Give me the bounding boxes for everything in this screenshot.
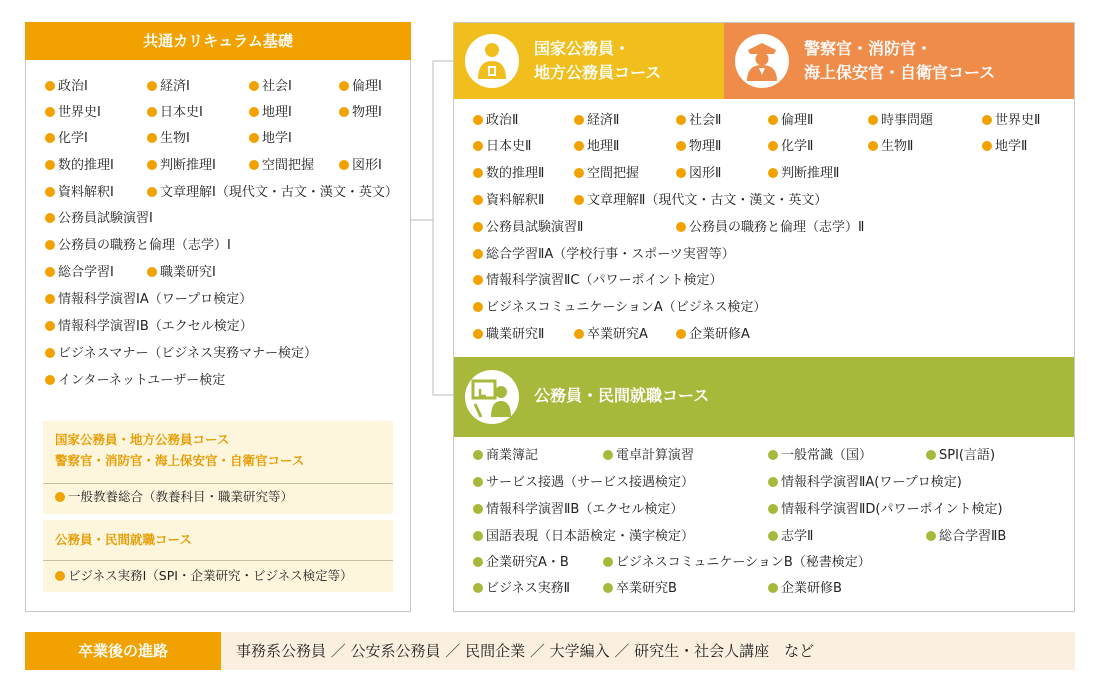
list-item: 空間把握 [574,166,639,182]
list-item: 資料解釈Ⅰ [45,185,114,201]
list-item: 判断推理Ⅰ [147,158,216,174]
note-public-police [43,421,393,514]
list-item: 政治Ⅰ [45,79,88,95]
bullet-icon [249,133,259,143]
bullet-icon [45,321,55,331]
bullet-icon [45,133,55,143]
bullet-icon [55,571,65,581]
bullet-icon [249,160,259,170]
bullet-icon [603,557,613,567]
bullet-icon [768,450,778,460]
bullet-icon [473,168,483,178]
list-item: 化学Ⅱ [768,139,813,155]
list-item: 一般常識（国） [768,448,872,464]
list-item: 企業研修B [768,581,842,597]
bullet-icon [868,115,878,125]
course-private-header [454,357,1074,437]
police-officer-icon [734,33,790,89]
list-item: 公務員試験演習Ⅰ [45,211,153,227]
list-item: 卒業研究B [603,581,677,597]
course-public-header [454,23,724,99]
list-item: ビジネスマナー（ビジネス実務マナー検定） [45,346,317,362]
career-path-label: 卒業後の進路 [77,642,168,660]
bullet-icon [768,168,778,178]
note-private [43,520,393,592]
list-item: 時事問題 [868,113,933,129]
bullet-icon [473,477,483,487]
list-item: SPI(言語) [926,448,995,464]
bullet-icon [339,107,349,117]
list-item: 文章理解Ⅰ（現代文・古文・漢文・英文） [147,185,398,201]
list-item: ビジネスコミュニケーションB（秘書検定） [603,555,871,571]
course-public-title-line2: 地方公務員コース [534,63,662,82]
bullet-icon [768,115,778,125]
career-path-label-box [25,632,221,670]
connector-lines [411,55,453,405]
list-item: 判断推理Ⅱ [768,166,839,182]
list-item: 世界史Ⅰ [45,105,101,121]
public-course-box [453,22,1075,612]
list-item: 数的推理Ⅰ [45,158,114,174]
list-item: サービス接遇（サービス接遇検定） [473,475,694,491]
list-item: 情報科学演習ⅠB（エクセル検定） [45,319,253,335]
list-item: 情報科学演習ⅡB（エクセル検定） [473,502,683,518]
list-item: 企業研究A・B [473,555,569,571]
list-item: 職業研究Ⅱ [473,327,544,343]
bullet-icon [574,141,584,151]
list-item: 図形Ⅱ [676,166,721,182]
list-item: 国語表現（日本語検定・漢字検定） [473,529,694,545]
bullet-icon [768,531,778,541]
bullet-icon [45,107,55,117]
bullet-icon [603,450,613,460]
list-item: 生物Ⅱ [868,139,913,155]
bullet-icon [45,348,55,358]
list-item: 地学Ⅰ [249,131,292,147]
bullet-icon [473,302,483,312]
bullet-icon [676,141,686,151]
list-item: ビジネス実務Ⅰ（SPI・企業研究・ビジネス検定等） [55,568,353,584]
course-police-header [724,23,1074,99]
bullet-icon [676,115,686,125]
list-item: 政治Ⅱ [473,113,518,129]
course-public-title-line1: 国家公務員・ [534,39,631,58]
bullet-icon [147,267,157,277]
list-item: 資料解釈Ⅱ [473,193,544,209]
list-item: 公務員の職務と倫理（志学）Ⅱ [676,220,864,236]
list-item: 総合学習Ⅰ [45,265,114,281]
list-item: 社会Ⅰ [249,79,292,95]
list-item: インターネットユーザー検定 [45,373,225,389]
bullet-icon [45,267,55,277]
bullet-icon [473,249,483,259]
list-item: 物理Ⅰ [339,105,382,121]
bullet-icon [473,195,483,205]
list-item: 商業簿記 [473,448,538,464]
bullet-icon [45,213,55,223]
bullet-icon [473,141,483,151]
bullet-icon [768,477,778,487]
note-heading-private: 公務員・民間就職コース [55,532,192,547]
note-heading-police: 警察官・消防官・海上保安官・自衛官コース [55,453,305,468]
bullet-icon [45,81,55,91]
civil-servant-icon [464,33,520,89]
bullet-icon [147,107,157,117]
bullet-icon [473,329,483,339]
list-item: 地理Ⅱ [574,139,619,155]
bullet-icon [574,168,584,178]
bullet-icon [339,81,349,91]
bullet-icon [147,81,157,91]
bullet-icon [473,557,483,567]
course-private-title: 公務員・民間就職コース [534,386,710,405]
bullet-icon [45,375,55,385]
bullet-icon [45,240,55,250]
list-item: 情報科学演習ⅡA(ワープロ検定) [768,475,962,491]
bullet-icon [45,294,55,304]
course-police-title-line2: 海上保安官・自衛官コース [804,63,996,82]
list-item: 経済Ⅰ [147,79,190,95]
list-item: 世界史Ⅱ [982,113,1040,129]
bullet-icon [473,531,483,541]
bullet-icon [147,160,157,170]
bullet-icon [676,329,686,339]
list-item: 電卓計算演習 [603,448,694,464]
list-item: 生物Ⅰ [147,131,190,147]
list-item: 卒業研究A [574,327,648,343]
bullet-icon [249,107,259,117]
list-item: 空間把握 [249,158,314,174]
bullet-icon [676,222,686,232]
bullet-icon [473,275,483,285]
list-item: 物理Ⅱ [676,139,721,155]
bullet-icon [926,450,936,460]
list-item: 文章理解Ⅱ（現代文・古文・漢文・英文） [574,193,827,209]
bullet-icon [45,187,55,197]
note-heading-public: 国家公務員・地方公務員コース [55,432,230,447]
bullet-icon [982,141,992,151]
list-item: 地理Ⅰ [249,105,292,121]
list-item: 一般教養総合（教養科目・職業研究等） [55,489,293,505]
list-item: 職業研究Ⅰ [147,265,216,281]
list-item: 公務員の職務と倫理（志学）Ⅰ [45,238,231,254]
career-path-text: 事務系公務員 ／ 公安系公務員 ／ 民間企業 ／ 大学編入 ／ 研究生・社会人講座 など [236,642,815,660]
bullet-icon [574,329,584,339]
list-item: 情報科学演習ⅠA（ワープロ検定） [45,292,252,308]
list-item: 図形Ⅰ [339,158,382,174]
bullet-icon [473,450,483,460]
list-item: 社会Ⅱ [676,113,721,129]
bullet-icon [768,583,778,593]
bullet-icon [473,222,483,232]
bullet-icon [926,531,936,541]
bullet-icon [249,81,259,91]
list-item: 地学Ⅱ [982,139,1027,155]
list-item: 経済Ⅱ [574,113,619,129]
bullet-icon [868,141,878,151]
bullet-icon [473,115,483,125]
list-item: 企業研修A [676,327,750,343]
presentation-icon [464,369,520,425]
list-item: 数的推理Ⅱ [473,166,544,182]
list-item: 総合学習ⅡA（学校行事・スポーツ実習等） [473,247,735,263]
bullet-icon [768,141,778,151]
bullet-icon [603,583,613,593]
bullet-icon [339,160,349,170]
list-item: 総合学習ⅡB [926,529,1006,545]
list-item: ビジネスコミュニケーションA（ビジネス検定） [473,300,766,316]
list-item: 情報科学演習ⅡD(パワーポイント検定) [768,502,1003,518]
bullet-icon [55,492,65,502]
bullet-icon [147,187,157,197]
bullet-icon [473,583,483,593]
list-item: 倫理Ⅰ [339,79,382,95]
bullet-icon [574,115,584,125]
list-item: ビジネス実務Ⅱ [473,581,570,597]
list-item: 志学Ⅱ [768,529,813,545]
list-item: 日本史Ⅰ [147,105,203,121]
list-item: 公務員試験演習Ⅱ [473,220,583,236]
common-curriculum-header [25,22,411,60]
bullet-icon [574,195,584,205]
list-item: 化学Ⅰ [45,131,88,147]
list-item: 日本史Ⅱ [473,139,531,155]
bullet-icon [45,160,55,170]
bullet-icon [473,504,483,514]
course-police-title-line1: 警察官・消防官・ [804,39,933,58]
list-item: 倫理Ⅱ [768,113,813,129]
bullet-icon [147,133,157,143]
list-item: 情報科学演習ⅡC（パワーポイント検定） [473,273,722,289]
common-curriculum-title: 共通カリキュラム基礎 [143,32,293,50]
bullet-icon [676,168,686,178]
bullet-icon [768,504,778,514]
bullet-icon [982,115,992,125]
